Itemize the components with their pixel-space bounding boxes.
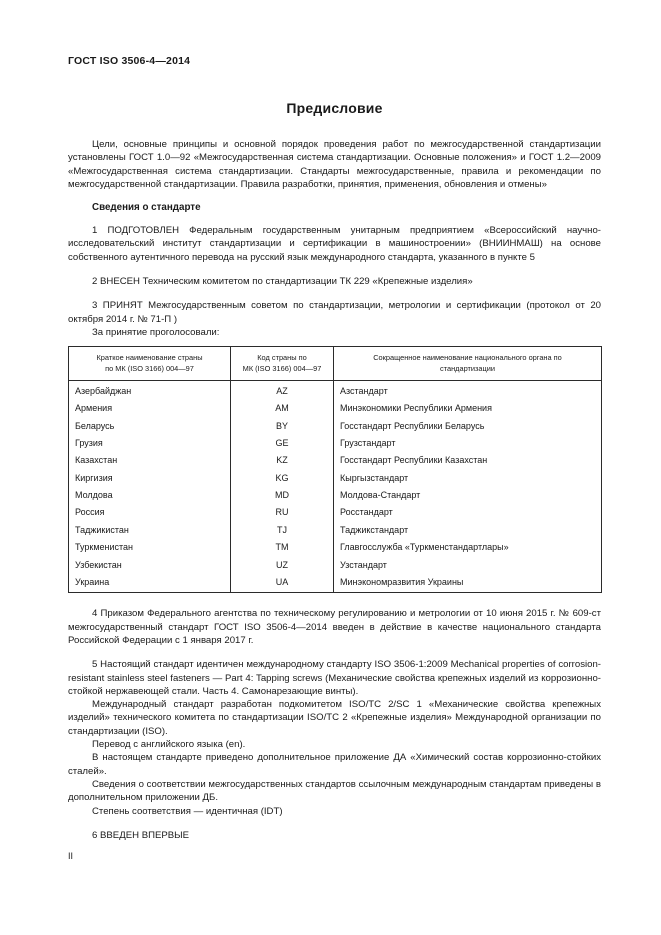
cell-country-name: Армения	[69, 400, 231, 417]
cell-country-code: AZ	[231, 381, 334, 400]
table-row	[69, 469, 602, 486]
clause-5-note-1: Международный стандарт разработан подкомитетом ISO/TC 2/SC 1 «Механические свойства крепежных изделий» технического комитета по стандартизации ISO/TC 2 «Крепежные изделия» Международной организации по стандартизации (ISO).	[68, 699, 601, 737]
cell-national-body: Минэкономики Республики Армения	[334, 400, 602, 417]
cell-country-name: Грузия	[69, 435, 231, 452]
section-heading-standard-info: Сведения о стандарте	[92, 202, 201, 214]
clause-4-paragraph: 4 Приказом Федерального агентства по техническому регулированию и метрологии от 10 июня 2015 г. № 609-ст межгосударственный стандарт ГОСТ ISO 3506-4—2014 введен в действие в качестве национального стандарта Российской Федерации с 1 января 2017 г.	[68, 608, 601, 646]
cell-national-body: Узстандарт	[334, 556, 602, 573]
cell-country-code: RU	[231, 504, 334, 521]
cell-country-code: UA	[231, 574, 334, 593]
cell-national-body: Кыргызстандарт	[334, 469, 602, 486]
column-header-country-name	[69, 347, 231, 381]
table-row	[69, 539, 602, 556]
clause-3-paragraph: 3 ПРИНЯТ Межгосударственным советом по стандартизации, метрологии и сертификации (протокол от 20 октября 2014 г. № 71-П )	[68, 300, 601, 325]
countries-table-body	[69, 381, 602, 593]
clause-5-paragraph: 5 Настоящий стандарт идентичен международному стандарту ISO 3506-1:2009 Mechanical properties of corrosion-resistant stainless steel fasteners — Part 4: Tapping screws (Механические свойства крепежных изделий из коррозионно-стойкой нержавеющей стали. Часть 4. Самонарезающие винты).	[68, 659, 601, 697]
table-row	[69, 487, 602, 504]
cell-country-name: Беларусь	[69, 417, 231, 434]
table-row	[69, 435, 602, 452]
cell-country-code: UZ	[231, 556, 334, 573]
intro-paragraph: Цели, основные принципы и основной порядок проведения работ по межгосударственной стандартизации установлены ГОСТ 1.0—92 «Межгосударственная система стандартизации. Основные положения» и ГОСТ 1.2—2009 «Межгосударственная система стандартизации. Стандарты межгосударственные, правила и рекомендации по межгосударственной стандартизации. Правила разработки, принятия, применения, обновления и отмены»	[68, 139, 601, 190]
table-row	[69, 417, 602, 434]
cell-country-name: Туркменистан	[69, 539, 231, 556]
cell-country-code: TM	[231, 539, 334, 556]
cell-country-name: Таджикистан	[69, 522, 231, 539]
cell-national-body: Госстандарт Республики Казахстан	[334, 452, 602, 469]
page-number: II	[68, 851, 74, 861]
clause-5-note-4: Сведения о соответствии межгосударственных стандартов ссылочным международным стандартам приведены в дополнительном приложении ДБ.	[68, 778, 601, 804]
cell-national-body: Минэкономразвития Украины	[334, 574, 602, 593]
clause-5-note-3: В настоящем стандарте приведено дополнительное приложение ДА «Химический состав коррозионно-стойких сталей».	[68, 752, 601, 777]
cell-national-body: Госстандарт Республики Беларусь	[334, 417, 602, 434]
vote-line: За принятие проголосовали:	[92, 326, 220, 338]
clause-5-note-2: Перевод с английского языка (en).	[92, 739, 246, 751]
column-header-line-1: Краткое наименование страны	[96, 353, 203, 363]
column-header-country-code	[231, 347, 334, 381]
table-header-row	[69, 347, 602, 381]
page-title: Предисловие	[286, 100, 383, 116]
countries-table-header	[69, 347, 602, 381]
cell-national-body: Таджикстандарт	[334, 522, 602, 539]
cell-national-body: Главгосслужба «Туркменстандартлары»	[334, 539, 602, 556]
cell-country-code: TJ	[231, 522, 334, 539]
cell-national-body: Росстандарт	[334, 504, 602, 521]
cell-country-code: KZ	[231, 452, 334, 469]
cell-country-code: GE	[231, 435, 334, 452]
table-row	[69, 381, 602, 400]
clause-1-paragraph: 1 ПОДГОТОВЛЕН Федеральным государственным унитарным предприятием «Всероссийский научно-исследовательский институт стандартизации и сертификации в машиностроении» (ВНИИНМАШ) на основе собственного аутентичного перевода на русский язык международного стандарта, указанного в пункте 5	[68, 225, 601, 263]
table-row	[69, 574, 602, 593]
cell-country-name: Киргизия	[69, 469, 231, 486]
cell-country-name: Украина	[69, 574, 231, 593]
cell-country-code: KG	[231, 469, 334, 486]
cell-country-code: MD	[231, 487, 334, 504]
column-header-line-2: по МК (ISO 3166) 004—97	[105, 364, 194, 374]
table-row	[69, 400, 602, 417]
column-header-line-1: Сокращенное наименование национального органа по	[373, 353, 562, 363]
column-header-line-2: МК (ISO 3166) 004—97	[242, 364, 322, 374]
table-row	[69, 522, 602, 539]
cell-national-body: Азстандарт	[334, 381, 602, 400]
cell-country-name: Азербайджан	[69, 381, 231, 400]
cell-country-name: Россия	[69, 504, 231, 521]
table-row	[69, 504, 602, 521]
clause-2-paragraph: 2 ВНЕСЕН Техническим комитетом по стандартизации ТК 229 «Крепежные изделия»	[92, 276, 473, 288]
column-header-line-1: Код страны по	[257, 353, 307, 363]
column-header-line-2: стандартизации	[439, 364, 496, 374]
cell-country-name: Казахстан	[69, 452, 231, 469]
cell-country-name: Узбекистан	[69, 556, 231, 573]
countries-table	[68, 346, 602, 593]
cell-country-name: Молдова	[69, 487, 231, 504]
page-content	[68, 55, 601, 853]
cell-national-body: Молдова-Стандарт	[334, 487, 602, 504]
cell-country-code: AM	[231, 400, 334, 417]
clause-5-note-5: Степень соответствия — идентичная (IDT)	[92, 805, 283, 817]
cell-country-code: BY	[231, 417, 334, 434]
clause-6-paragraph: 6 ВВЕДЕН ВПЕРВЫЕ	[92, 829, 190, 841]
clause-5-block	[68, 658, 601, 818]
table-row	[69, 556, 602, 573]
table-row	[69, 452, 602, 469]
cell-national-body: Грузстандарт	[334, 435, 602, 452]
document-header-standard-number: ГОСТ ISO 3506-4—2014	[68, 55, 191, 67]
column-header-national-body	[334, 347, 602, 381]
